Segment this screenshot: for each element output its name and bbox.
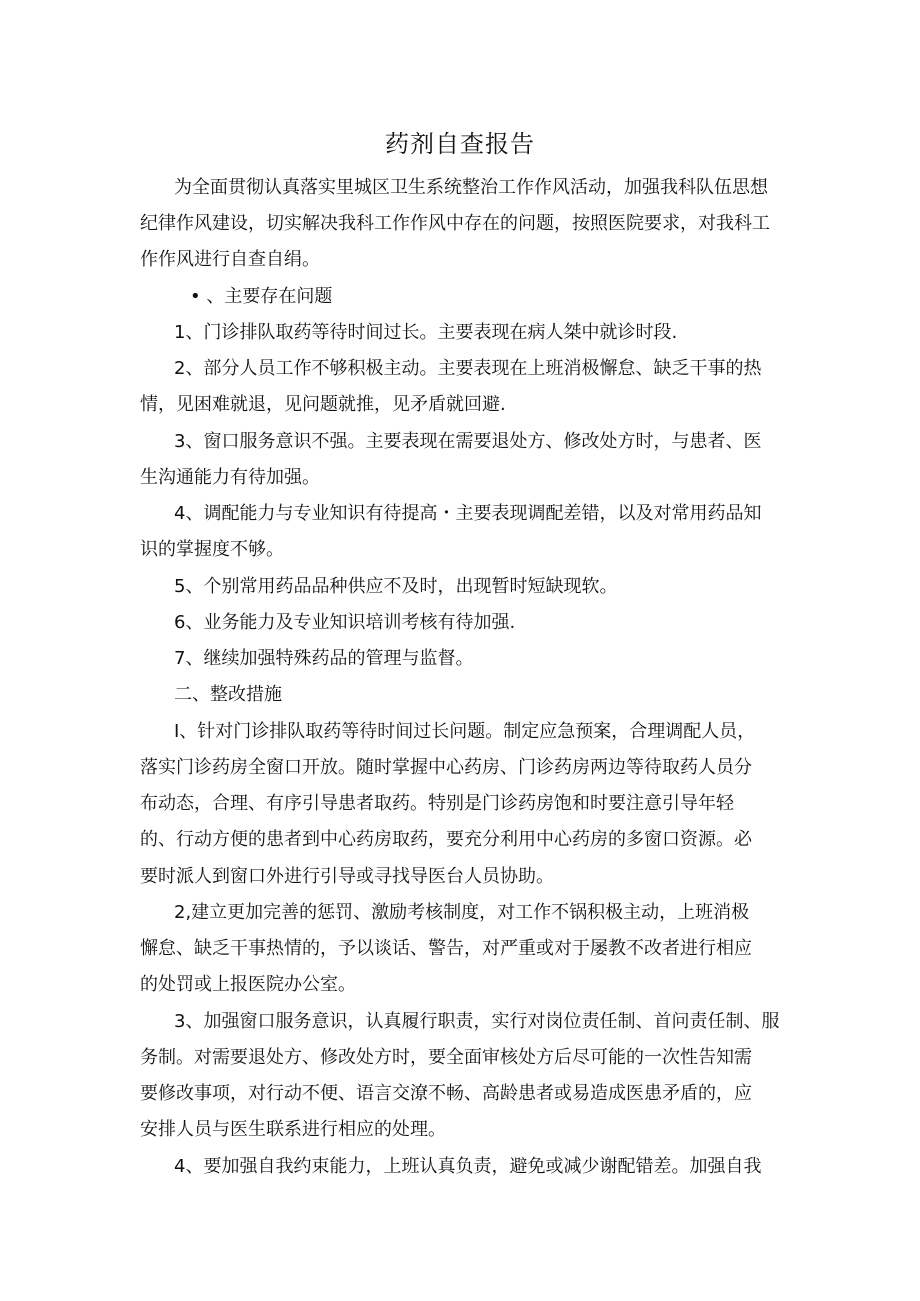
paragraph-line: 生沟通能力有待加强。 <box>140 467 320 488</box>
list-item: 2、部分人员工作不够积极主动。主要表现在上班消极懈怠、缺乏干事的热 <box>174 358 762 379</box>
paragraph-line: 的、行动方便的患者到中心药房取药，要充分利用中心药房的多窗口资源。必 <box>140 829 752 850</box>
paragraph-line: 为全面贯彻认真落实里城区卫生系统整治工作作风活动，加强我科队伍思想 <box>174 177 768 198</box>
document-title: 药剂自查报告 <box>385 130 535 158</box>
list-item: 7、继续加强特殊药品的管理与监督。 <box>174 648 474 669</box>
list-item: 1、门诊排队取药等待时间过长。主要表现在病人桀中就诊时段. <box>174 322 678 343</box>
paragraph-line: 务制。对需要退处方、修改处方时，要全面审核处方后尽可能的一次性告知需 <box>140 1047 752 1068</box>
list-item: 3、加强窗口服务意识，认真履行职责，实行对岗位责任制、首问责任制、服 <box>174 1011 780 1032</box>
paragraph-line: 情，见困难就退，见问题就推，见矛盾就回避. <box>140 394 506 415</box>
section-heading: 二、整改措施 <box>174 684 282 705</box>
paragraph-line: 识的掌握度不够。 <box>140 539 284 560</box>
list-item: 4、调配能力与专业知识有待提高・主要表现调配差错，以及对常用药品知 <box>174 503 762 524</box>
list-item: I、针对门诊排队取药等待时间过长问题。制定应急预案，合理调配人员， <box>174 721 756 742</box>
paragraph-line: 要修改事项，对行动不便、语言交潦不畅、高龄患者或易造成医患矛盾的，应 <box>140 1083 752 1104</box>
paragraph-line: 懈怠、缺乏干事热情的，予以谈话、警告，对严重或对于屡教不改者进行相应 <box>140 938 752 959</box>
paragraph-line: 要时派人到窗口外进行引导或寻找导医台人员协助。 <box>140 866 554 887</box>
paragraph-line: 安排人员与医生联系进行相应的处理。 <box>140 1119 446 1140</box>
list-item: 5、个别常用药品品种供应不及时，出现暂时短缺现软。 <box>174 576 618 597</box>
list-item: 3、窗口服务意识不强。主要表现在需要退处方、修改处方时，与患者、医 <box>174 431 762 452</box>
paragraph-line: 落实门诊药房全窗口开放。随时掌握中心药房、门诊药房两边等待取药人员分 <box>140 757 752 778</box>
paragraph-line: 作作风进行自查自绢。 <box>140 249 320 270</box>
list-item: 2,建立更加完善的惩罚、激励考核制度，对工作不锅积极主动，上班消极 <box>174 902 750 923</box>
list-item: 6、业务能力及专业知识培训考核有待加强. <box>174 612 516 633</box>
list-item: 4、要加强自我约束能力，上班认真负责，避免或减少谢配错差。加强自我 <box>174 1156 762 1177</box>
paragraph-line: 纪律作风建设，切实解决我科工作作风中存在的问题，按照医院要求，对我科工 <box>140 213 770 234</box>
paragraph-line: 的处罚或上报医院办公室。 <box>140 974 356 995</box>
paragraph-line: 布动态，合理、有序引导患者取药。特别是门诊药房饱和时要注意引导年轻 <box>140 793 734 814</box>
section-heading: • 、主要存在问题 <box>190 286 333 307</box>
